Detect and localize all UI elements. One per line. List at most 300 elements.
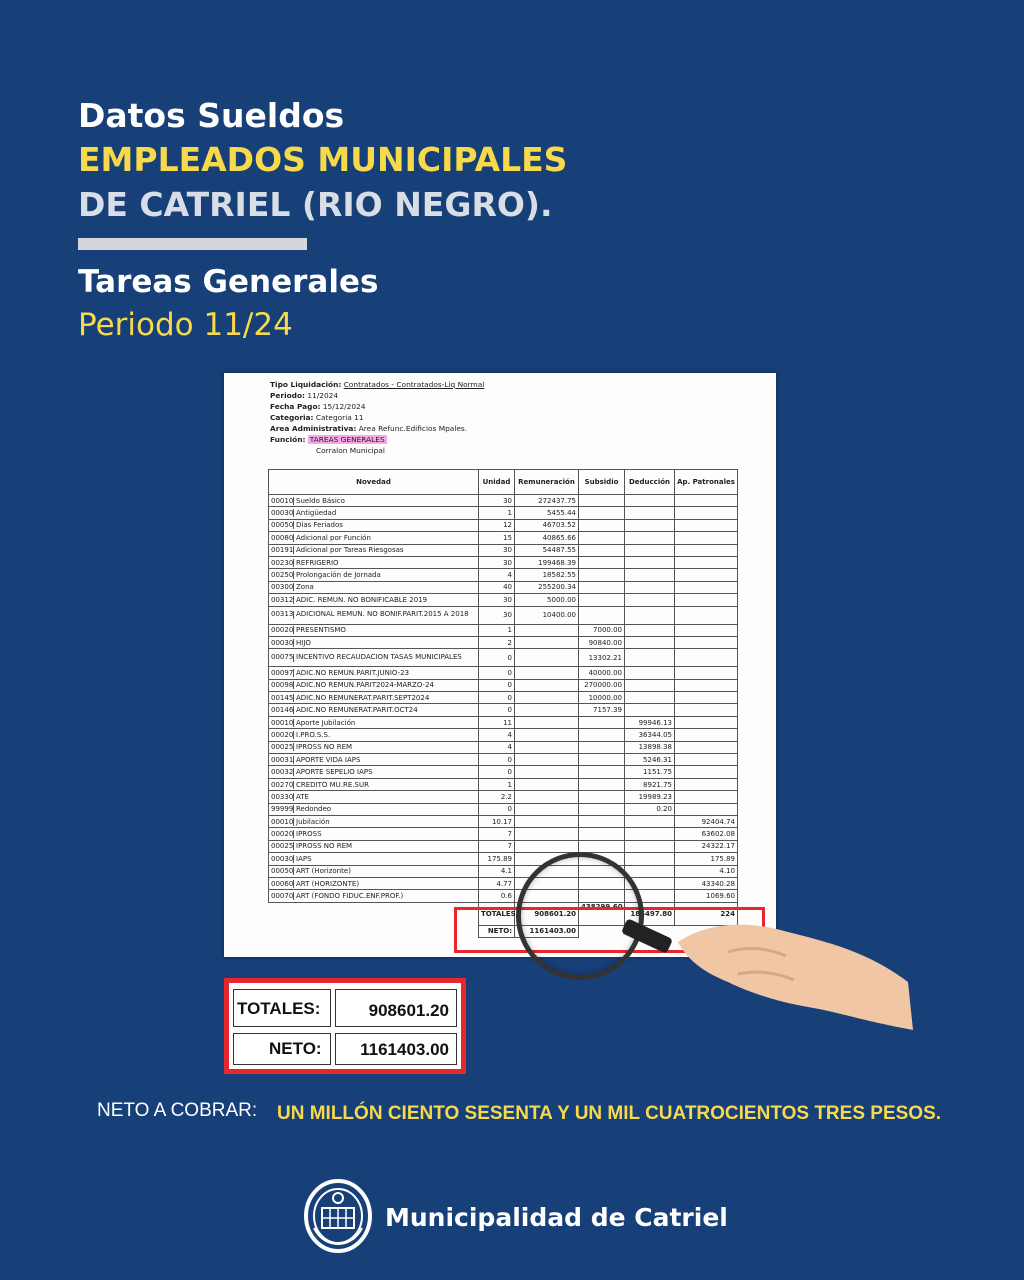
remuneracion-cell: 255200.34 [515, 581, 579, 593]
novedad-cell [269, 581, 479, 593]
remuneracion-cell [515, 667, 579, 679]
novedad-desc: Sueldo Básico [296, 496, 345, 505]
deduccion-cell [625, 667, 675, 679]
deduccion-cell [625, 692, 675, 704]
novedad-code: 00050 [271, 867, 294, 876]
novedad-code: 00080 [271, 533, 294, 542]
deduccion-cell: 36344.05 [625, 729, 675, 741]
subsidio-cell: 7000.00 [579, 624, 625, 636]
novedad-code: 00060 [271, 879, 294, 888]
ap-patronales-cell: 1069.60 [675, 890, 738, 902]
table-row [269, 556, 738, 568]
ap-patronales-cell [675, 581, 738, 593]
remuneracion-cell [515, 679, 579, 691]
novedad-desc: IPROSS [296, 830, 322, 839]
novedad-cell [269, 791, 479, 803]
novedad-code: 00075 [271, 653, 294, 662]
remuneracion-cell: 272437.75 [515, 495, 579, 507]
table-row [269, 741, 738, 753]
neto-label: NETO: [479, 925, 515, 937]
subsidio-cell [579, 828, 625, 840]
unidad-cell: 4 [479, 569, 515, 581]
deduccion-cell [625, 532, 675, 544]
unidad-cell: 7 [479, 828, 515, 840]
zoomed-totals-box [224, 978, 466, 1074]
ap-patronales-cell [675, 507, 738, 519]
remuneracion-cell: 5455.44 [515, 507, 579, 519]
remuneracion-cell [515, 766, 579, 778]
table-row [269, 828, 738, 840]
table-row [269, 544, 738, 556]
novedad-cell [269, 877, 479, 889]
novedad-code: 00020 [271, 730, 294, 739]
unidad-cell: 0.6 [479, 890, 515, 902]
unidad-cell: 15 [479, 532, 515, 544]
unidad-cell: 4.1 [479, 865, 515, 877]
deduccion-cell [625, 544, 675, 556]
remuneracion-cell [515, 754, 579, 766]
novedad-desc: ADIC.NO REMUNERAT.PARIT.OCT24 [296, 706, 418, 715]
fecha-label: Fecha Pago: [270, 402, 321, 411]
neto-value: 1161403.00 [515, 925, 579, 937]
deduccion-cell [625, 495, 675, 507]
ap-patronales-cell [675, 754, 738, 766]
periodo-label: Periodo: [270, 391, 306, 400]
table-header-row [269, 470, 738, 495]
ap-patronales-cell [675, 649, 738, 667]
deduccion-cell: 0.20 [625, 803, 675, 815]
novedad-cell [269, 828, 479, 840]
tipo-value: Contratados - Contratados-Liq Normal [343, 380, 485, 389]
novedad-code: 00070 [271, 892, 294, 901]
unidad-cell: 0 [479, 754, 515, 766]
subsidio-cell [579, 754, 625, 766]
novedad-desc: INCENTIVO RECAUDACION TASAS MUNICIPALES [296, 653, 462, 662]
unidad-cell: 30 [479, 495, 515, 507]
subsidio-cell [579, 532, 625, 544]
deduccion-cell [625, 853, 675, 865]
funcion-label: Función: [270, 435, 306, 444]
novedad-desc: Dias Feriados [296, 521, 343, 530]
novedad-desc: IAPS [296, 854, 312, 863]
ap-patronales-cell [675, 692, 738, 704]
ap-patronales-cell: 43340.28 [675, 877, 738, 889]
novedad-desc: ADIC.NO REMUNERAT.PARIT.SEPT2024 [296, 693, 430, 702]
zoom-totales-value: 908601.20 [368, 1001, 449, 1020]
remuneracion-cell [515, 803, 579, 815]
novedad-desc: Jubilación [296, 817, 330, 826]
novedad-code: 00030 [271, 638, 294, 647]
area-value: Area Refunc.Edificios Mpales. [358, 424, 468, 433]
subsidio-cell: 7157.39 [579, 704, 625, 716]
novedad-cell [269, 840, 479, 852]
novedad-cell [269, 741, 479, 753]
novedad-code: 00330 [271, 792, 294, 801]
unidad-cell: 1 [479, 624, 515, 636]
novedad-desc: ATE [296, 792, 309, 801]
totales-rem: 908601.20 [515, 902, 579, 925]
novedad-code: 00025 [271, 743, 294, 752]
deduccion-cell [625, 636, 675, 648]
title-line-2: EMPLEADOS MUNICIPALES [78, 140, 568, 179]
categoria-value: Categoria 11 [315, 413, 364, 422]
unidad-cell: 0 [479, 704, 515, 716]
deduccion-cell [625, 624, 675, 636]
subsidio-cell [579, 741, 625, 753]
subsidio-cell: 13302.21 [579, 649, 625, 667]
novedad-cell [269, 679, 479, 691]
novedad-code: 00050 [271, 521, 294, 530]
deduccion-cell: 19989.23 [625, 791, 675, 803]
subsidio-cell [579, 815, 625, 827]
novedad-code: 00300 [271, 583, 294, 592]
deduccion-cell: 99946.13 [625, 716, 675, 728]
ap-patronales-cell: 63602.08 [675, 828, 738, 840]
novedad-desc: ADIC. REMUN. NO BONIFICABLE 2019 [296, 595, 428, 604]
magnifier-icon [516, 852, 644, 980]
novedad-cell [269, 624, 479, 636]
remuneracion-cell: 199468.39 [515, 556, 579, 568]
novedad-cell [269, 649, 479, 667]
organization-name: Municipalidad de Catriel [385, 1203, 728, 1232]
deduccion-cell [625, 581, 675, 593]
novedad-code: 00010 [271, 496, 294, 505]
unidad-cell: 0 [479, 766, 515, 778]
deduccion-cell [625, 704, 675, 716]
deduccion-cell [625, 828, 675, 840]
col-ap-patronales: Ap. Patronales [675, 470, 738, 495]
ap-patronales-cell [675, 679, 738, 691]
unidad-cell: 12 [479, 519, 515, 531]
novedad-desc: Zona [296, 583, 314, 592]
novedad-code: 00097 [271, 668, 294, 677]
ap-patronales-cell [675, 624, 738, 636]
deduccion-cell [625, 606, 675, 624]
unidad-cell: 4 [479, 729, 515, 741]
table-row [269, 667, 738, 679]
subsidio-cell [579, 519, 625, 531]
deduccion-cell: 13898.38 [625, 741, 675, 753]
deduccion-cell [625, 569, 675, 581]
ap-patronales-cell [675, 766, 738, 778]
title-line-3: DE CATRIEL (RIO NEGRO). [78, 185, 553, 224]
ap-patronales-cell [675, 791, 738, 803]
ap-patronales-cell [675, 556, 738, 568]
deduccion-cell [625, 815, 675, 827]
table-row [269, 679, 738, 691]
novedad-code: 00010 [271, 817, 294, 826]
subsidio-cell [579, 716, 625, 728]
remuneracion-cell [515, 716, 579, 728]
novedad-cell [269, 507, 479, 519]
subsidio-cell [579, 581, 625, 593]
novedad-desc: ADIC.NO REMUN.PARIT2024-MARZO-24 [296, 681, 434, 690]
novedad-code: 00250 [271, 571, 294, 580]
novedad-code: 00312 [271, 595, 294, 604]
novedad-cell [269, 803, 479, 815]
table-row [269, 877, 738, 889]
subsidio-cell [579, 803, 625, 815]
novedad-code: 00030 [271, 509, 294, 518]
col-deduccion: Deducción [625, 470, 675, 495]
deduccion-cell [625, 649, 675, 667]
ap-patronales-cell [675, 741, 738, 753]
unidad-cell: 1 [479, 507, 515, 519]
remuneracion-cell [515, 692, 579, 704]
municipal-seal-icon [300, 1178, 376, 1254]
subsidio-cell [579, 606, 625, 624]
subsidio-cell [579, 544, 625, 556]
novedad-desc: IPROSS NO REM [296, 842, 353, 851]
novedad-desc: CREDITO MU.RE.SUR [296, 780, 369, 789]
ap-patronales-cell: 175.89 [675, 853, 738, 865]
novedad-cell [269, 716, 479, 728]
table-row [269, 754, 738, 766]
novedad-cell [269, 556, 479, 568]
table-row [269, 692, 738, 704]
novedad-desc: REFRIGERIO [296, 558, 339, 567]
subsidio-cell [579, 594, 625, 606]
novedad-cell [269, 569, 479, 581]
remuneracion-cell [515, 636, 579, 648]
unidad-cell: 10.17 [479, 815, 515, 827]
deduccion-cell: 8921.75 [625, 778, 675, 790]
table-row [269, 865, 738, 877]
remuneracion-cell: 10400.00 [515, 606, 579, 624]
neto-cobrar-words: UN MILLÓN CIENTO SESENTA Y UN MIL CUATROCIENTOS TRES PESOS. [277, 1103, 942, 1124]
novedad-desc: Adicional por Tareas Riesgosas [296, 546, 404, 555]
remuneracion-cell [515, 778, 579, 790]
tipo-label: Tipo Liquidación: [270, 380, 342, 389]
novedad-code: 00031 [271, 755, 294, 764]
remuneracion-cell [515, 791, 579, 803]
novedad-desc: I.PRO.S.S. [296, 730, 331, 739]
zoom-neto-value: 1161403.00 [360, 1040, 449, 1059]
remuneracion-cell [515, 840, 579, 852]
subsidio-cell [579, 556, 625, 568]
deduccion-cell: 1151.75 [625, 766, 675, 778]
deduccion-cell [625, 865, 675, 877]
novedad-cell [269, 778, 479, 790]
deduccion-cell [625, 594, 675, 606]
zoom-totales-label: TOTALES: [237, 999, 321, 1018]
categoria-label: Categoria: [270, 413, 314, 422]
remuneracion-cell [515, 815, 579, 827]
remuneracion-cell: 40865.66 [515, 532, 579, 544]
subsidio-cell [579, 569, 625, 581]
payslip-meta [270, 379, 484, 456]
deduccion-cell [625, 840, 675, 852]
unidad-cell: 30 [479, 544, 515, 556]
remuneracion-cell: 5000.00 [515, 594, 579, 606]
novedad-cell [269, 754, 479, 766]
unidad-cell: 4.77 [479, 877, 515, 889]
ap-patronales-cell: 24322.17 [675, 840, 738, 852]
unidad-cell: 11 [479, 716, 515, 728]
novedad-desc: APORTE VIDA IAPS [296, 755, 361, 764]
subsidio-cell [579, 766, 625, 778]
table-row [269, 594, 738, 606]
deduccion-cell [625, 519, 675, 531]
novedad-cell [269, 815, 479, 827]
novedad-code: 00020 [271, 830, 294, 839]
subsidio-cell [579, 729, 625, 741]
ap-patronales-cell [675, 778, 738, 790]
zoom-neto-label: NETO: [269, 1039, 322, 1058]
novedad-cell [269, 519, 479, 531]
unidad-cell: 30 [479, 594, 515, 606]
novedad-cell [269, 890, 479, 902]
neto-cobrar-label: NETO A COBRAR: [97, 1100, 258, 1121]
novedad-cell [269, 704, 479, 716]
unidad-cell: 0 [479, 649, 515, 667]
totales-ap: 224 [675, 902, 738, 925]
table-row [269, 636, 738, 648]
unidad-cell: 0 [479, 679, 515, 691]
col-remuneracion: Remuneración [515, 470, 579, 495]
divider-bar [78, 238, 307, 250]
table-row [269, 519, 738, 531]
remuneracion-cell [515, 741, 579, 753]
novedad-cell [269, 766, 479, 778]
table-row [269, 581, 738, 593]
col-unidad: Unidad [479, 470, 515, 495]
table-row [269, 532, 738, 544]
area-label: Area Administrativa: [270, 424, 357, 433]
ap-patronales-cell [675, 716, 738, 728]
novedad-desc: Redondeo [296, 805, 332, 814]
novedad-cell [269, 495, 479, 507]
novedad-cell [269, 667, 479, 679]
novedad-cell [269, 544, 479, 556]
subsidio-cell: 270000.00 [579, 679, 625, 691]
task-title: Tareas Generales [78, 264, 379, 300]
novedad-desc: PRESENTISMO [296, 626, 346, 635]
novedad-code: 00025 [271, 842, 294, 851]
novedad-cell [269, 594, 479, 606]
table-row [269, 624, 738, 636]
totales-sub: 438299.60 [579, 902, 625, 925]
novedad-cell [269, 853, 479, 865]
ap-patronales-cell [675, 636, 738, 648]
novedad-code: 00030 [271, 854, 294, 863]
periodo-value: 11/2024 [307, 391, 339, 400]
ap-patronales-cell [675, 704, 738, 716]
unidad-cell: 0 [479, 692, 515, 704]
subsidio-cell [579, 778, 625, 790]
title-line-1: Datos Sueldos [78, 96, 345, 135]
ap-patronales-cell [675, 569, 738, 581]
deduccion-cell: 5246.31 [625, 754, 675, 766]
novedad-desc: IPROSS NO REM [296, 743, 353, 752]
table-row [269, 716, 738, 728]
unidad-cell: 0 [479, 667, 515, 679]
table-row [269, 704, 738, 716]
table-row [269, 853, 738, 865]
subsidio-cell: 90840.00 [579, 636, 625, 648]
subsidio-cell: 40000.00 [579, 667, 625, 679]
deduccion-cell [625, 507, 675, 519]
deduccion-cell [625, 679, 675, 691]
table-row [269, 569, 738, 581]
novedad-desc: ART (FONDO FIDUC.ENF.PROF.) [296, 892, 404, 901]
subsidio-cell [579, 495, 625, 507]
novedad-cell [269, 692, 479, 704]
novedad-code: 00145 [271, 693, 294, 702]
unidad-cell: 1 [479, 778, 515, 790]
novedad-cell [269, 532, 479, 544]
novedad-code: 00098 [271, 681, 294, 690]
funcion-value: TAREAS GENERALES [309, 435, 385, 444]
hand-icon [668, 912, 918, 1032]
novedad-code: 99999 [271, 805, 294, 814]
table-row [269, 803, 738, 815]
period-title: Periodo 11/24 [78, 307, 293, 343]
totales-ded: 185497.80 [625, 902, 675, 925]
novedad-cell [269, 606, 479, 624]
remuneracion-cell [515, 649, 579, 667]
novedad-code: 00032 [271, 768, 294, 777]
novedad-desc: APORTE SEPELIO IAPS [296, 768, 373, 777]
novedad-desc: Antigüedad [296, 509, 337, 518]
novedad-cell [269, 636, 479, 648]
subsidio-cell [579, 507, 625, 519]
unidad-cell: 2 [479, 636, 515, 648]
ap-patronales-cell [675, 544, 738, 556]
ap-patronales-cell: 4.10 [675, 865, 738, 877]
novedad-cell [269, 729, 479, 741]
novedad-desc: ADIC.NO REMUN.PARIT.JUNIO-23 [296, 668, 410, 677]
fecha-value: 15/12/2024 [322, 402, 366, 411]
novedad-cell [269, 865, 479, 877]
remuneracion-cell [515, 624, 579, 636]
novedad-desc: Prolongación de Jornada [296, 571, 381, 580]
table-row [269, 507, 738, 519]
ap-patronales-cell [675, 729, 738, 741]
ap-patronales-cell [675, 803, 738, 815]
remuneracion-cell [515, 704, 579, 716]
novedad-desc: HIJO [296, 638, 311, 647]
remuneracion-cell [515, 828, 579, 840]
ap-patronales-cell: 92404.74 [675, 815, 738, 827]
deduccion-cell [625, 556, 675, 568]
ap-patronales-cell [675, 594, 738, 606]
unidad-cell: 7 [479, 840, 515, 852]
novedad-desc: ART (HORIZONTE) [296, 879, 360, 888]
remuneracion-cell: 46703.52 [515, 519, 579, 531]
unidad-cell: 175.89 [479, 853, 515, 865]
table-row [269, 815, 738, 827]
ap-patronales-cell [675, 495, 738, 507]
ap-patronales-cell [675, 606, 738, 624]
novedad-code: 00146 [271, 706, 294, 715]
subsidio-cell: 10000.00 [579, 692, 625, 704]
table-row [269, 649, 738, 667]
table-row [269, 840, 738, 852]
unidad-cell: 4 [479, 741, 515, 753]
table-row [269, 778, 738, 790]
unidad-cell: 2.2 [479, 791, 515, 803]
remuneracion-cell [515, 729, 579, 741]
col-novedad: Novedad [269, 470, 479, 495]
table-row [269, 606, 738, 624]
novedad-code: 00191 [271, 546, 294, 555]
table-row [269, 890, 738, 902]
unidad-cell: 30 [479, 556, 515, 568]
payslip-table [268, 469, 738, 938]
subsidio-cell [579, 840, 625, 852]
novedad-code: 00020 [271, 626, 294, 635]
